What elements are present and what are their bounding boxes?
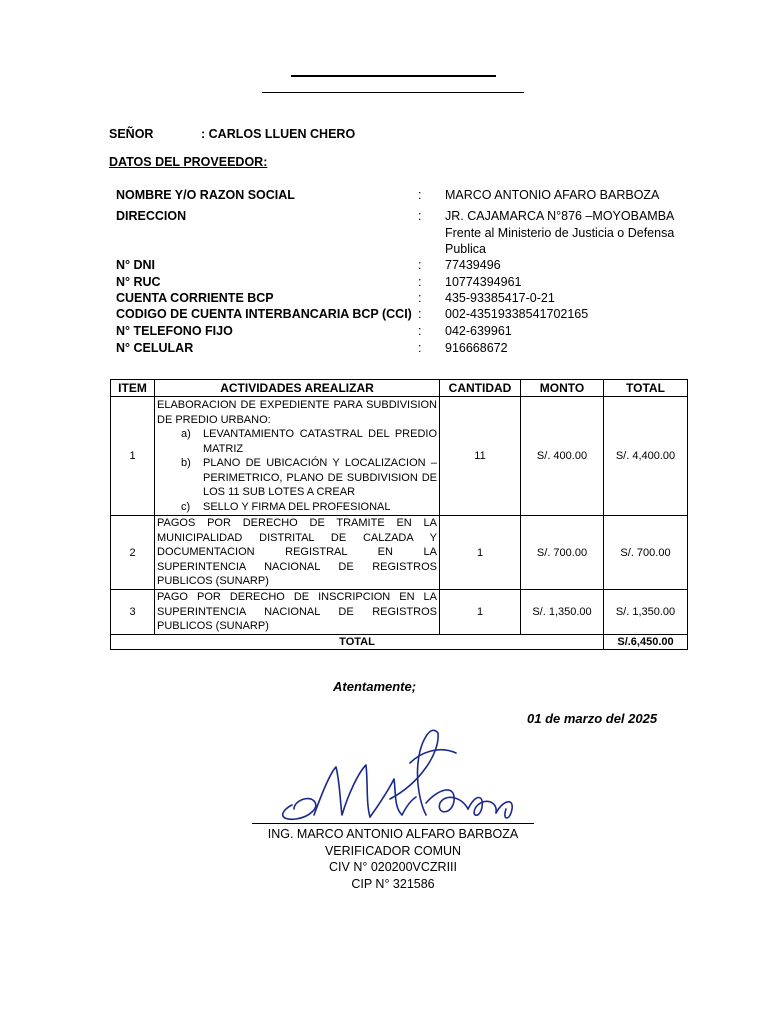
senor-value: : CARLOS LLUEN CHERO [201,127,356,141]
info-separator: : [418,188,422,202]
subitem-marker: b) [181,457,191,469]
subitem-marker: a) [181,428,191,440]
info-value: 002-43519338541702165 [445,307,589,321]
actividad-cell: PAGO POR DERECHO DE INSCRIPCION EN LA SUPERINTENCIA NACIONAL DE REGISTROS PUBLICOS (SUNARP) [155,590,440,635]
closing-date: 01 de marzo del 2025 [527,711,658,726]
total-value: S/.6,450.00 [604,635,688,650]
cantidad-cell: 11 [440,397,521,516]
subitem-text: SELLO Y FIRMA DEL PROFESIONAL [203,500,391,513]
handwritten-signature [270,723,530,833]
info-value: 042-639961 [445,324,512,338]
info-label: CODIGO DE CUENTA INTERBANCARIA BCP (CCI) [116,307,412,321]
total-cell: S/. 1,350.00 [604,590,688,635]
info-value: JR. CAJAMARCA N°876 –MOYOBAMBA Frente al Ministerio de Justicia o Defensa Publica [445,209,675,256]
signatory-name: ING. MARCO ANTONIO ALFARO BARBOZA [267,827,519,841]
table-total-row [111,635,688,650]
signature-line [252,823,534,824]
cantidad-cell: 1 [440,590,521,635]
header-item: ITEM [111,380,155,397]
datos-proveedor-heading: DATOS DEL PROVEEDOR: [109,155,268,169]
senor-label: SEÑOR [109,127,154,141]
subitem-text: LEVANTAMIENTO CATASTRAL DEL PREDIO MATRIZ [203,428,437,455]
item-cell: 2 [111,516,155,590]
header-total: TOTAL [604,380,688,397]
info-label: NOMBRE Y/O RAZON SOCIAL [116,188,295,202]
header-rule-top [291,75,496,77]
table-row [111,516,688,590]
cantidad-cell: 1 [440,516,521,590]
info-separator: : [418,291,422,305]
subitem-text: PLANO DE UBICACIÓN Y LOCALIZACION – PERIMETRICO, PLANO DE SUBDIVISION DE LOS 11 SUB LOTES A CREAR [203,457,437,498]
signatory-cip: CIP N° 321586 [351,876,435,891]
actividad-cell: PAGOS POR DERECHO DE TRAMITE EN LA MUNICIPALIDAD DISTRITAL DE CALZADA Y DOCUMENTACION REGISTRAL EN LA SUPERINTENCIA NACIONAL DE REGISTROS PUBLICOS (SUNARP) [155,516,440,590]
info-value: 10774394961 [445,275,522,289]
info-separator: : [418,324,422,338]
table-row [111,397,688,516]
info-label: CUENTA CORRIENTE BCP [116,291,274,305]
signatory-role: VERIFICADOR COMUN [324,843,462,858]
info-label: N° DNI [116,258,156,272]
info-separator: : [418,275,422,289]
subitem-list [157,427,437,514]
total-label: TOTAL [111,635,604,650]
info-separator: : [418,341,422,355]
info-label: N° CELULAR [116,341,194,355]
table-header-row [111,380,688,397]
item-cell: 1 [111,397,155,516]
info-value: MARCO ANTONIO AFARO BARBOZA [445,188,660,202]
actividad-intro: ELABORACION DE EXPEDIENTE PARA SUBDIVISION DE PREDIO URBANO: [157,399,437,426]
activities-table [110,379,688,650]
closing-atentamente: Atentamente; [333,679,417,694]
total-cell: S/. 4,400.00 [604,397,688,516]
actividad-cell [155,397,440,516]
subitem [157,456,437,500]
info-value: 435-93385417-0-21 [445,291,555,305]
info-separator: : [418,307,422,321]
header-monto: MONTO [521,380,604,397]
monto-cell: S/. 700.00 [521,516,604,590]
info-label: N° RUC [116,275,161,289]
subitem-marker: c) [181,500,191,513]
item-cell: 3 [111,590,155,635]
info-value: 916668672 [445,341,508,355]
header-cantidad: CANTIDAD [440,380,521,397]
info-separator: : [418,258,422,272]
header-rule-bottom [262,92,524,93]
info-value: 77439496 [445,258,501,272]
info-separator: : [418,209,422,223]
header-actividades: ACTIVIDADES AREALIZAR [155,380,440,397]
signatory-civ: CIV N° 020200VCZRIII [329,860,457,874]
monto-cell: S/. 400.00 [521,397,604,516]
monto-cell: S/. 1,350.00 [521,590,604,635]
signatory-block [252,826,534,892]
total-cell: S/. 700.00 [604,516,688,590]
subitem [157,500,437,515]
info-label: N° TELEFONO FIJO [116,324,233,338]
table-row [111,590,688,635]
info-label: DIRECCION [116,209,187,223]
subitem [157,427,437,456]
